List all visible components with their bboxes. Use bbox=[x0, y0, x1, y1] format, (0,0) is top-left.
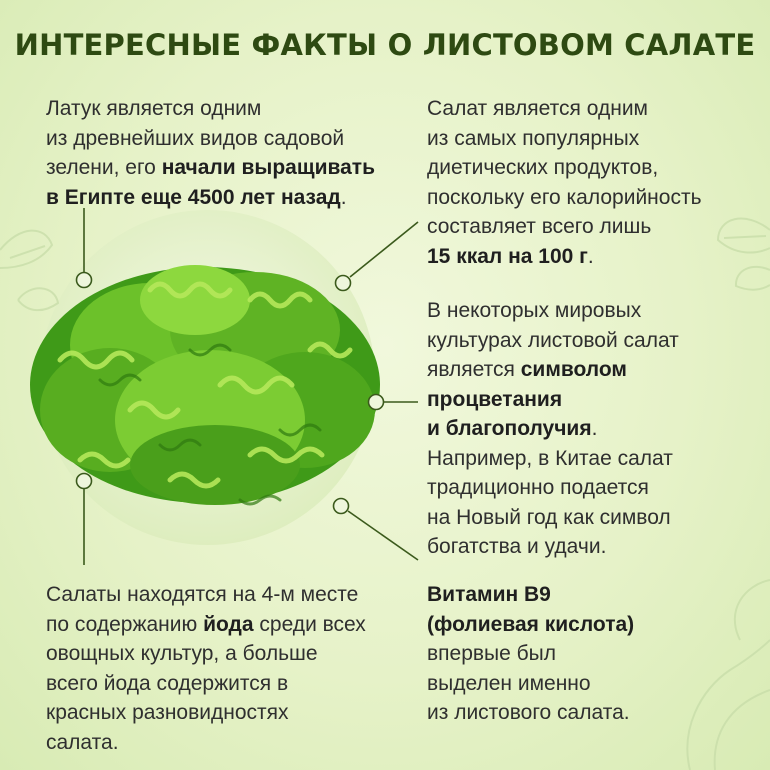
fact-line: из древнейших видов садовой bbox=[46, 126, 345, 150]
fact-text: . bbox=[591, 417, 598, 440]
fact-line: впервые был bbox=[427, 642, 557, 665]
fact-line: на Новый год как символ bbox=[427, 505, 671, 529]
fact-vitamin-b9 bbox=[427, 580, 634, 728]
leaf-outline-icon bbox=[687, 580, 770, 770]
fact-line bbox=[46, 610, 366, 640]
fact-highlight: символом bbox=[520, 358, 627, 381]
fact-highlight: йода bbox=[203, 612, 254, 636]
fact-line: культурах листовой салат bbox=[427, 328, 679, 352]
fact-line: Салаты находятся на 4-м месте bbox=[46, 583, 359, 606]
fact-line bbox=[427, 414, 679, 444]
fact-line bbox=[427, 242, 702, 272]
fact-line bbox=[46, 153, 375, 183]
fact-highlight: (фолиевая кислота) bbox=[427, 612, 635, 636]
fact-line: красных разновидностях bbox=[46, 701, 289, 724]
fact-line: салата. bbox=[46, 730, 119, 754]
fact-highlight: процветания bbox=[427, 387, 563, 411]
fact-line: Салат является одним bbox=[427, 97, 648, 120]
connector-middle-right bbox=[369, 395, 419, 410]
fact-line bbox=[427, 610, 634, 640]
fact-text: по содержанию bbox=[46, 612, 204, 636]
fact-text: . bbox=[340, 185, 347, 209]
page-title: ИНТЕРЕСНЫЕ ФАКТЫ О ЛИСТОВОМ САЛАТЕ bbox=[14, 28, 756, 62]
fact-line: поскольку его калорийность bbox=[427, 185, 702, 209]
fact-highlight: и благополучия bbox=[427, 417, 592, 440]
leaf-outline-icon bbox=[718, 219, 770, 290]
fact-line bbox=[427, 580, 634, 610]
fact-line: Латук является одним bbox=[46, 97, 262, 120]
fact-line: овощных культур, а больше bbox=[46, 642, 318, 665]
fact-line: всего йода содержится в bbox=[46, 671, 289, 695]
fact-text: . bbox=[587, 244, 594, 268]
lettuce-illustration bbox=[30, 265, 380, 505]
fact-line: диетических продуктов, bbox=[427, 156, 659, 179]
fact-iodine bbox=[46, 580, 366, 757]
fact-line: из самых популярных bbox=[427, 126, 640, 150]
fact-line: традиционно подается bbox=[427, 476, 649, 499]
fact-prosperity-symbol bbox=[427, 296, 679, 562]
fact-highlight: начали выращивать bbox=[161, 156, 375, 179]
fact-low-calorie bbox=[427, 94, 702, 271]
fact-highlight: 15 ккал на 100 г bbox=[427, 244, 588, 268]
fact-highlight: в Египте еще 4500 лет назад bbox=[46, 185, 341, 209]
fact-line: В некоторых мировых bbox=[427, 299, 642, 322]
leaf-outline-icon bbox=[0, 231, 58, 311]
fact-text: среди всех bbox=[253, 612, 366, 636]
fact-line: богатства и удачи. bbox=[427, 535, 607, 558]
fact-line: из листового салата. bbox=[427, 701, 630, 724]
fact-line: выделен именно bbox=[427, 671, 591, 695]
fact-text: зелени, его bbox=[46, 156, 162, 179]
connector-bottom-left bbox=[77, 474, 92, 566]
connector-top-left bbox=[77, 208, 92, 288]
fact-highlight: Витамин B9 bbox=[427, 583, 551, 606]
fact-line bbox=[46, 183, 375, 213]
connector-top-right bbox=[336, 222, 419, 291]
fact-line bbox=[427, 385, 679, 415]
fact-ancient-cultivation bbox=[46, 94, 375, 212]
fact-line bbox=[427, 355, 679, 385]
connector-bottom-right bbox=[334, 499, 419, 561]
fact-text: является bbox=[427, 358, 521, 381]
fact-line: составляет всего лишь bbox=[427, 215, 652, 238]
fact-line: Например, в Китае салат bbox=[427, 446, 673, 470]
